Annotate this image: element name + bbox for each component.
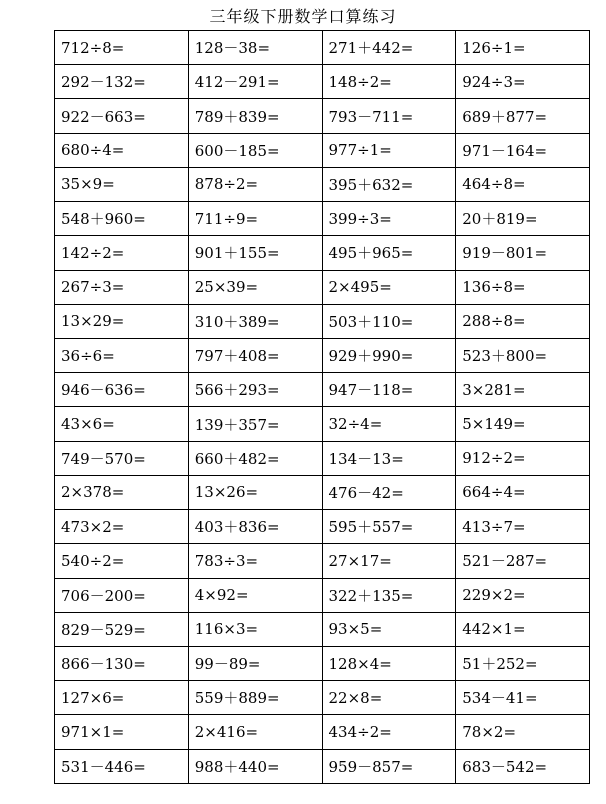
problem-cell: 566＋293= xyxy=(188,373,322,407)
problem-cell: 403＋836= xyxy=(188,510,322,544)
problem-cell: 476－42= xyxy=(322,475,456,509)
table-row xyxy=(55,373,590,407)
problem-cell: 128－38= xyxy=(188,31,322,65)
table-row xyxy=(55,65,590,99)
problem-cell: 660＋482= xyxy=(188,441,322,475)
problem-cell: 229×2= xyxy=(456,578,590,612)
problem-cell: 136÷8= xyxy=(456,270,590,304)
problem-cell: 901＋155= xyxy=(188,236,322,270)
problem-cell: 2×378= xyxy=(55,475,189,509)
problem-cell: 51＋252= xyxy=(456,646,590,680)
table-row xyxy=(55,681,590,715)
problem-cell: 442×1= xyxy=(456,612,590,646)
problem-cell: 4×92= xyxy=(188,578,322,612)
problem-cell: 22×8= xyxy=(322,681,456,715)
table-row xyxy=(55,304,590,338)
table-row xyxy=(55,338,590,372)
problem-cell: 495＋965= xyxy=(322,236,456,270)
problem-cell: 271＋442= xyxy=(322,31,456,65)
problem-cell: 531－446= xyxy=(55,749,189,783)
problem-cell: 5×149= xyxy=(456,407,590,441)
problem-cell: 866－130= xyxy=(55,646,189,680)
table-row xyxy=(55,475,590,509)
problem-cell: 3×281= xyxy=(456,373,590,407)
problem-cell: 27×17= xyxy=(322,544,456,578)
problem-cell: 139＋357= xyxy=(188,407,322,441)
problem-cell: 829－529= xyxy=(55,612,189,646)
table-row xyxy=(55,167,590,201)
problem-cell: 971×1= xyxy=(55,715,189,749)
table-row xyxy=(55,441,590,475)
problem-cell: 988＋440= xyxy=(188,749,322,783)
problem-cell: 664÷4= xyxy=(456,475,590,509)
problem-cell: 878÷2= xyxy=(188,167,322,201)
problem-cell: 521－287= xyxy=(456,544,590,578)
problem-cell: 797＋408= xyxy=(188,338,322,372)
problem-cell: 919－801= xyxy=(456,236,590,270)
problem-cell: 412－291= xyxy=(188,65,322,99)
problem-cell: 540÷2= xyxy=(55,544,189,578)
page-title: 三年级下册数学口算练习 xyxy=(209,7,397,26)
problem-cell: 924÷3= xyxy=(456,65,590,99)
problem-cell: 2×416= xyxy=(188,715,322,749)
problem-cell: 946－636= xyxy=(55,373,189,407)
problem-cell: 399÷3= xyxy=(322,202,456,236)
problem-cell: 322＋135= xyxy=(322,578,456,612)
problem-cell: 292－132= xyxy=(55,65,189,99)
problem-cell: 473×2= xyxy=(55,510,189,544)
problem-cell: 534－41= xyxy=(456,681,590,715)
table-row xyxy=(55,510,590,544)
problem-cell: 464÷8= xyxy=(456,167,590,201)
problem-cell: 36÷6= xyxy=(55,338,189,372)
table-row xyxy=(55,133,590,167)
problem-cell: 712÷8= xyxy=(55,31,189,65)
problem-cell: 434÷2= xyxy=(322,715,456,749)
problem-cell: 267÷3= xyxy=(55,270,189,304)
problem-cell: 548＋960= xyxy=(55,202,189,236)
table-row xyxy=(55,578,590,612)
problem-cell: 706－200= xyxy=(55,578,189,612)
problem-cell: 25×39= xyxy=(188,270,322,304)
problem-cell: 35×9= xyxy=(55,167,189,201)
table-row xyxy=(55,236,590,270)
problem-cell: 749－570= xyxy=(55,441,189,475)
problem-cell: 683－542= xyxy=(456,749,590,783)
problem-cell: 13×29= xyxy=(55,304,189,338)
problem-cell: 600－185= xyxy=(188,133,322,167)
problem-cell: 783÷3= xyxy=(188,544,322,578)
arithmetic-table xyxy=(54,30,590,784)
problem-cell: 947－118= xyxy=(322,373,456,407)
problem-cell: 711÷9= xyxy=(188,202,322,236)
table-row xyxy=(55,31,590,65)
problem-cell: 142÷2= xyxy=(55,236,189,270)
problem-cell: 32÷4= xyxy=(322,407,456,441)
problem-cell: 43×6= xyxy=(55,407,189,441)
problem-cell: 126÷1= xyxy=(456,31,590,65)
table-row xyxy=(55,99,590,133)
problem-cell: 78×2= xyxy=(456,715,590,749)
problem-cell: 959－857= xyxy=(322,749,456,783)
problem-cell: 912÷2= xyxy=(456,441,590,475)
problem-cell: 503＋110= xyxy=(322,304,456,338)
table-row xyxy=(55,544,590,578)
problem-cell: 99－89= xyxy=(188,646,322,680)
problem-cell: 789＋839= xyxy=(188,99,322,133)
problem-cell: 971－164= xyxy=(456,133,590,167)
problem-cell: 595＋557= xyxy=(322,510,456,544)
problem-cell: 977÷1= xyxy=(322,133,456,167)
problem-cell: 413÷7= xyxy=(456,510,590,544)
table-row xyxy=(55,646,590,680)
problem-cell: 148÷2= xyxy=(322,65,456,99)
problem-cell: 128×4= xyxy=(322,646,456,680)
table-row xyxy=(55,270,590,304)
table-row xyxy=(55,715,590,749)
problem-cell: 13×26= xyxy=(188,475,322,509)
problem-cell: 93×5= xyxy=(322,612,456,646)
problem-cell: 395＋632= xyxy=(322,167,456,201)
problem-cell: 680÷4= xyxy=(55,133,189,167)
problem-cell: 523＋800= xyxy=(456,338,590,372)
problem-cell: 134－13= xyxy=(322,441,456,475)
arithmetic-table-body xyxy=(55,31,590,784)
problem-cell: 127×6= xyxy=(55,681,189,715)
problem-cell: 2×495= xyxy=(322,270,456,304)
problem-cell: 922－663= xyxy=(55,99,189,133)
table-row xyxy=(55,749,590,783)
problem-cell: 116×3= xyxy=(188,612,322,646)
problem-cell: 929＋990= xyxy=(322,338,456,372)
problem-cell: 793－711= xyxy=(322,99,456,133)
problem-cell: 288÷8= xyxy=(456,304,590,338)
problem-cell: 310＋389= xyxy=(188,304,322,338)
problem-cell: 559＋889= xyxy=(188,681,322,715)
table-row xyxy=(55,202,590,236)
problem-cell: 20＋819= xyxy=(456,202,590,236)
table-row xyxy=(55,407,590,441)
problem-cell: 689＋877= xyxy=(456,99,590,133)
table-row xyxy=(55,612,590,646)
